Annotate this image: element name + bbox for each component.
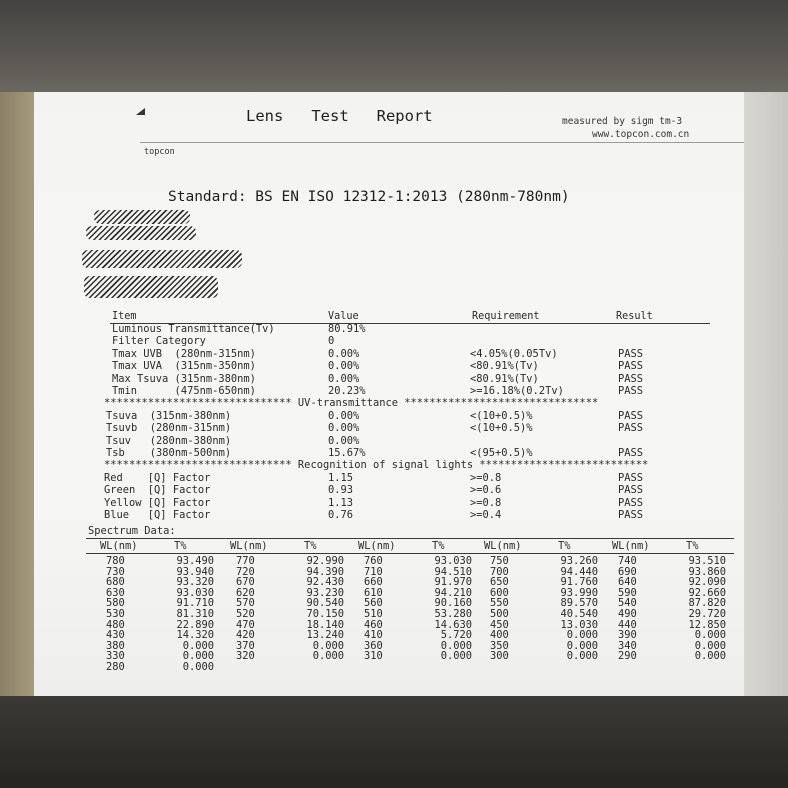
spectrum-t-cell: 89.570 [560,597,598,610]
spectrum-header-wl: WL(nm) [484,540,522,552]
spectrum-wl-cell: 530 [106,608,125,620]
uv-row-requirement: <(10+0.5)% [470,409,533,422]
spectrum-t-cell: 5.720 [440,629,472,642]
spectrum-wl-cell: 700 [490,565,509,578]
spectrum-wl-cell: 670 [236,576,255,589]
background-right [744,92,788,696]
row-requirement: <80.91%(Tv) [470,360,539,373]
standard-line: Standard: BS EN ISO 12312-1:2013 (280nm-780nm) [168,189,570,205]
spectrum-t-cell: 93.510 [688,555,726,567]
signal-row-requirement: >=0.8 [470,471,502,484]
spectrum-wl-cell: 480 [106,618,125,631]
spectrum-wl-cell: 770 [236,555,255,567]
spectrum-wl-cell: 750 [490,555,509,567]
spectrum-t-cell: 91.710 [176,597,214,610]
spectrum-t-cell: 93.260 [560,555,598,567]
spectrum-t-cell: 40.540 [560,608,598,620]
spectrum-t-cell: 0.000 [440,650,472,663]
spectrum-wl-cell: 470 [236,618,255,631]
row-item-label: Tmax UVB (280nm-315nm) [112,347,256,360]
uv-row-item-label: Tsuva (315nm-380nm) [106,409,232,422]
redacted-block [94,210,190,224]
spectrum-t-cell: 94.210 [434,586,472,599]
spectrum-wl-cell: 630 [106,586,125,599]
spectrum-t-cell: 90.160 [434,597,472,610]
spectrum-t-cell: 0.000 [566,650,598,663]
signal-row-result: PASS [618,471,644,484]
spectrum-wl-cell: 320 [236,650,255,663]
uv-row-result: PASS [618,422,644,435]
background-bottom [0,696,788,788]
row-item-label: Tmin (475nm-650nm) [112,385,256,397]
spectrum-t-cell: 93.860 [688,565,726,578]
signal-row-requirement: >=0.8 [470,496,502,509]
spectrum-t-cell: 93.990 [560,586,598,599]
spectrum-wl-cell: 690 [618,565,637,578]
spectrum-t-cell: 0.000 [694,629,726,642]
spectrum-t-cell: 81.310 [176,608,214,620]
signal-row-value: 1.13 [328,496,354,509]
spectrum-t-cell: 0.000 [312,650,344,663]
background-top [0,0,788,92]
spectrum-wl-cell: 740 [618,555,637,567]
redacted-block [86,226,196,240]
spectrum-t-cell: 29.720 [688,608,726,620]
spectrum-wl-cell: 660 [364,576,383,589]
spectrum-wl-cell: 330 [106,650,125,663]
spectrum-header-t: T% [304,540,317,552]
row-value: 0.00% [328,372,360,385]
spectrum-t-cell: 91.970 [434,576,472,589]
spectrum-t-cell: 13.030 [560,618,598,631]
row-item-label: Luminous Transmittance(Tv) [112,323,275,335]
spectrum-t-cell: 94.390 [306,565,344,578]
signal-row-value: 0.93 [328,484,354,497]
row-result: PASS [618,372,644,385]
signal-row-requirement: >=0.4 [470,509,502,521]
spectrum-wl-cell: 370 [236,639,255,652]
spectrum-wl-cell: 710 [364,565,383,578]
signal-row-item-label: Yellow [Q] Factor [104,496,211,509]
spectrum-wl-cell: 650 [490,576,509,589]
spectrum-wl-cell: 560 [364,597,383,610]
spectrum-wl-cell: 410 [364,629,383,642]
spectrum-t-cell: 87.820 [688,597,726,610]
header-divider [140,142,744,143]
signal-row-result: PASS [618,484,644,497]
spectrum-title: Spectrum Data: [88,525,176,537]
row-value: 0.00% [328,347,360,360]
spectrum-t-cell: 93.230 [306,586,344,599]
measured-by-text: measured by sigm tm-3 [562,116,683,127]
row-item-label: Tmax UVA (315nm-350nm) [112,360,256,373]
spectrum-t-cell: 92.430 [306,576,344,589]
spectrum-header-t: T% [174,540,187,552]
spectrum-wl-cell: 400 [490,629,509,642]
spectrum-t-cell: 93.490 [176,555,214,567]
spectrum-wl-cell: 600 [490,586,509,599]
spectrum-t-cell: 92.090 [688,576,726,589]
row-value: 20.23% [328,385,366,397]
spectrum-wl-cell: 510 [364,608,383,620]
spectrum-t-cell: 0.000 [566,629,598,642]
spectrum-wl-cell: 760 [364,555,383,567]
spectrum-wl-cell: 720 [236,565,255,578]
spectrum-t-cell: 12.850 [688,618,726,631]
spectrum-wl-cell: 450 [490,618,509,631]
spectrum-wl-cell: 550 [490,597,509,610]
spectrum-t-cell: 90.540 [306,597,344,610]
spectrum-t-cell: 93.030 [434,555,472,567]
spectrum-wl-cell: 340 [618,639,637,652]
brand-text: topcon [144,147,175,157]
spectrum-t-cell: 0.000 [566,639,598,652]
uv-row-result: PASS [618,447,644,459]
background-left [0,92,34,696]
redacted-block [82,250,242,268]
row-result: PASS [618,360,644,373]
spectrum-wl-cell: 620 [236,586,255,599]
signal-row-value: 0.76 [328,509,354,521]
redacted-block [84,276,218,298]
signal-row-requirement: >=0.6 [470,484,502,497]
spectrum-t-cell: 0.000 [182,639,214,652]
row-value: 0.00% [328,360,360,373]
signal-row-value: 1.15 [328,471,354,484]
spectrum-t-cell: 0.000 [182,661,214,673]
uv-row-item-label: Tsb (380nm-500nm) [106,447,232,459]
spectrum-t-cell: 94.510 [434,565,472,578]
spectrum-wl-cell: 590 [618,586,637,599]
website-text: www.topcon.com.cn [592,129,690,140]
spectrum-wl-cell: 300 [490,650,509,663]
row-result: PASS [618,347,644,360]
spectrum-wl-cell: 570 [236,597,255,610]
uv-row-requirement: <(95+0.5)% [470,447,533,459]
col-header-value: Value [328,311,359,322]
spectrum-wl-cell: 490 [618,608,637,620]
spectrum-wl-cell: 730 [106,565,125,578]
spectrum-t-cell: 14.630 [434,618,472,631]
spectrum-t-cell: 13.240 [306,629,344,642]
col-header-requirement: Requirement [472,311,540,322]
row-requirement: >=16.18%(0.2Tv) [470,385,564,397]
row-requirement: <4.05%(0.05Tv) [470,347,558,360]
spectrum-wl-cell: 280 [106,661,125,673]
corner-triangle-icon [136,108,145,115]
spectrum-header-wl: WL(nm) [100,540,138,552]
spectrum-header-t: T% [432,540,445,552]
spectrum-t-cell: 0.000 [182,650,214,663]
spectrum-t-cell: 93.320 [176,576,214,589]
spectrum-wl-cell: 440 [618,618,637,631]
spectrum-t-cell: 93.940 [176,565,214,578]
uv-row-item-label: Tsuv (280nm-380nm) [106,434,232,447]
signal-section-divider: ****************************** Recognition of signal lights *************************** [104,459,649,472]
uv-section-divider: ****************************** UV-transmittance ******************************* [104,397,599,410]
spectrum-t-cell: 93.030 [176,586,214,599]
uv-row-item-label: Tsuvb (280nm-315nm) [106,422,232,435]
uv-row-result: PASS [618,409,644,422]
spectrum-t-cell: 92.660 [688,586,726,599]
row-requirement: <80.91%(Tv) [470,372,539,385]
spectrum-t-cell: 94.440 [560,565,598,578]
spectrum-t-cell: 0.000 [312,639,344,652]
row-value: 80.91% [328,323,366,335]
spectrum-t-cell: 70.150 [306,608,344,620]
spectrum-header-wl: WL(nm) [612,540,650,552]
signal-row-item-label: Blue [Q] Factor [104,509,211,521]
uv-row-value: 0.00% [328,434,360,447]
row-item-label: Filter Category [112,335,206,348]
spectrum-wl-cell: 540 [618,597,637,610]
spectrum-header-t: T% [558,540,571,552]
row-value: 0 [328,335,335,348]
spectrum-t-cell: 14.320 [176,629,214,642]
signal-row-result: PASS [618,509,644,521]
spectrum-wl-cell: 610 [364,586,383,599]
spectrum-t-cell: 22.890 [176,618,214,631]
row-item-label: Max Tsuva (315nm-380nm) [112,372,256,385]
spectrum-wl-cell: 460 [364,618,383,631]
uv-row-requirement: <(10+0.5)% [470,422,533,435]
spectrum-header-t: T% [686,540,699,552]
spectrum-wl-cell: 640 [618,576,637,589]
row-result: PASS [618,385,644,397]
report-title: Lens Test Report [246,107,433,125]
spectrum-t-cell: 18.140 [306,618,344,631]
col-header-result: Result [616,311,653,322]
uv-row-value: 0.00% [328,422,360,435]
spectrum-wl-cell: 680 [106,576,125,589]
spectrum-wl-cell: 290 [618,650,637,663]
uv-row-value: 0.00% [328,409,360,422]
spectrum-wl-cell: 520 [236,608,255,620]
spectrum-t-cell: 0.000 [694,650,726,663]
spectrum-header-wl: WL(nm) [230,540,268,552]
spectrum-wl-cell: 380 [106,639,125,652]
spectrum-t-cell: 92.990 [306,555,344,567]
spectrum-wl-cell: 580 [106,597,125,610]
spectrum-t-cell: 53.280 [434,608,472,620]
spectrum-t-cell: 91.760 [560,576,598,589]
spectrum-wl-cell: 310 [364,650,383,663]
spectrum-wl-cell: 350 [490,639,509,652]
spectrum-wl-cell: 420 [236,629,255,642]
col-header-item: Item [112,311,137,322]
spectrum-wl-cell: 500 [490,608,509,620]
signal-row-result: PASS [618,496,644,509]
spectrum-t-cell: 0.000 [440,639,472,652]
uv-row-value: 15.67% [328,447,366,459]
spectrum-wl-cell: 360 [364,639,383,652]
signal-row-item-label: Green [Q] Factor [104,484,211,497]
spectrum-header-wl: WL(nm) [358,540,396,552]
spectrum-wl-cell: 780 [106,555,125,567]
spectrum-t-cell: 0.000 [694,639,726,652]
spectrum-wl-cell: 390 [618,629,637,642]
report-paper [34,92,744,696]
spectrum-wl-cell: 430 [106,629,125,642]
signal-row-item-label: Red [Q] Factor [104,471,211,484]
